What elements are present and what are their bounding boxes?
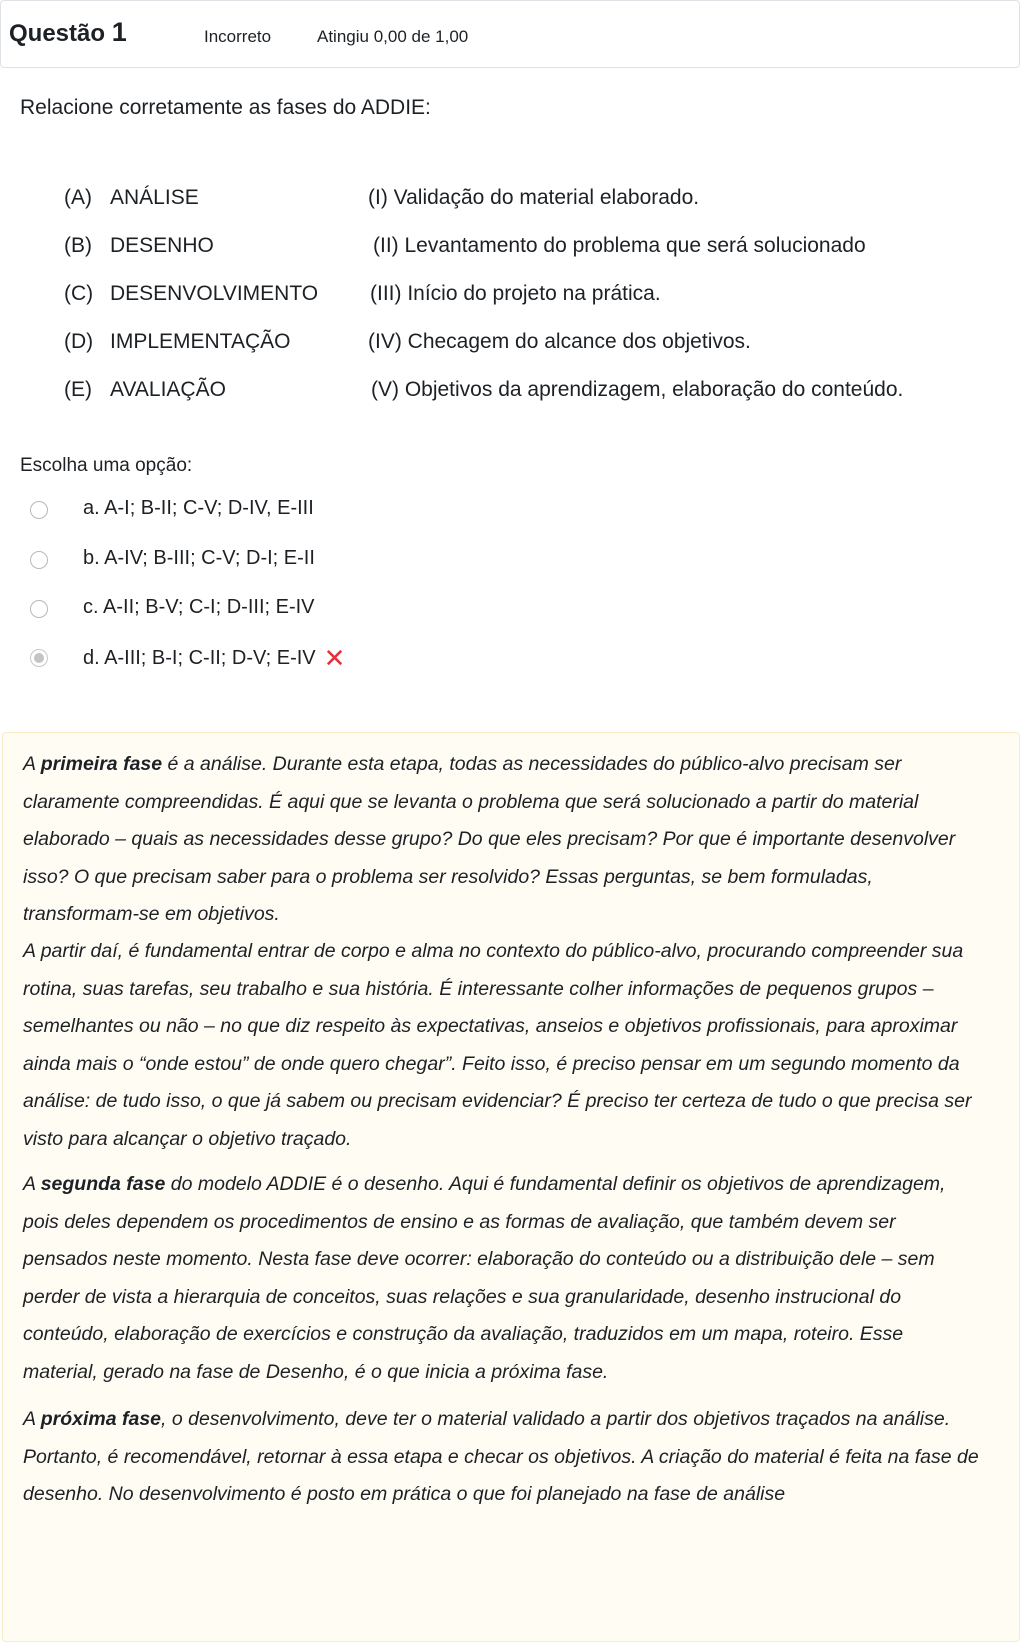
phase-item bbox=[64, 378, 226, 402]
radio-button[interactable] bbox=[30, 600, 48, 618]
phase-letter: (A) bbox=[64, 186, 92, 209]
phase-letter: (C) bbox=[64, 282, 94, 305]
phase-name: ANÁLISE bbox=[110, 186, 199, 209]
question-state: Incorreto bbox=[204, 27, 272, 46]
answer-option-b[interactable] bbox=[28, 547, 528, 577]
general-feedback bbox=[2, 732, 1020, 1642]
phase-item bbox=[64, 186, 199, 210]
question-number: 1 bbox=[111, 17, 127, 47]
phase-name: AVALIAÇÃO bbox=[110, 378, 226, 401]
incorrect-x-icon: ✕ bbox=[323, 643, 346, 673]
phase-letter: (B) bbox=[64, 234, 92, 257]
radio-button[interactable] bbox=[30, 501, 48, 519]
feedback-paragraph: A primeira fase é a análise. Durante esta etapa, todas as necessidades do público-alvo precisam ser claramente compreendidas. É aqui que se levanta o problema que será solucionado a partir do material elaborado – quais as necessidades desse grupo? Do que eles precisam? Por que é importante desenvolver isso? O que precisam saber para o problema ser resolvido? Essas perguntas, se bem formuladas, transformam-se em objetivos. bbox=[23, 753, 956, 925]
option-label[interactable]: d. A-III; B-I; C-II; D-V; E-IV bbox=[83, 647, 316, 669]
phase-item bbox=[64, 282, 318, 306]
feedback-emphasis: primeira fase bbox=[40, 753, 163, 775]
option-label[interactable]: b. A-IV; B-III; C-V; D-I; E-II bbox=[83, 547, 315, 569]
description-item: (II) Levantamento do problema que será solucionado bbox=[373, 234, 866, 257]
description-item: (I) Validação do material elaborado. bbox=[368, 186, 700, 209]
phase-letter: (D) bbox=[64, 330, 94, 353]
phase-name: IMPLEMENTAÇÃO bbox=[110, 330, 291, 353]
question-info-header bbox=[0, 0, 1020, 68]
answer-option-c[interactable] bbox=[28, 596, 528, 626]
radio-button-selected[interactable] bbox=[30, 649, 48, 667]
choose-option-label: Escolha uma opção: bbox=[20, 455, 193, 476]
description-item: (III) Início do projeto na prática. bbox=[370, 282, 661, 305]
question-grade: Atingiu 0,00 de 1,00 bbox=[317, 27, 469, 46]
feedback-paragraph: A partir daí, é fundamental entrar de corpo e alma no contexto do público-alvo, procurando compreender sua rotina, suas tarefas, seu trabalho e sua história. É interessante colher informações de pequenos grupos – semelhantes ou não – no que diz respeito às expectativas, anseios e objetivos profissionais, para aproximar ainda mais o “onde estou” de onde quero chegar”. Feito isso, é preciso pensar em um segundo momento da análise: de tudo isso, o que já sabem ou precisam evidenciar? É preciso ter certeza de tudo o que precisa ser visto para alcançar o objetivo traçado. bbox=[23, 940, 972, 1150]
feedback-emphasis: próxima fase bbox=[40, 1408, 162, 1430]
answer-option-a[interactable] bbox=[28, 497, 528, 527]
feedback-emphasis: segunda fase bbox=[40, 1173, 166, 1195]
option-label-wrapper[interactable] bbox=[83, 643, 346, 673]
phase-name: DESENHO bbox=[110, 234, 214, 257]
question-label: Questão bbox=[9, 20, 106, 47]
phase-letter: (E) bbox=[64, 378, 92, 401]
option-label[interactable]: a. A-I; B-II; C-V; D-IV, E-III bbox=[83, 497, 314, 519]
question-prompt: Relacione corretamente as fases do ADDIE: bbox=[20, 96, 431, 119]
radio-button[interactable] bbox=[30, 551, 48, 569]
question-title bbox=[9, 17, 127, 48]
phase-item bbox=[64, 330, 290, 354]
feedback-paragraph: A segunda fase do modelo ADDIE é o desenho. Aqui é fundamental definir os objetivos de aprendizagem, pois deles dependem os procedimentos de ensino e as formas de avaliação, que também devem ser pensados neste momento. Nesta fase deve ocorrer: elaboração do conteúdo ou a distribuição dele – sem perder de vista a hierarquia de conceitos, suas relações e sua granularidade, desenho instrucional do conteúdo, elaboração de exercícios e construção da avaliação, traduzidos em um mapa, roteiro. Esse material, gerado na fase de Desenho, é o que inicia a próxima fase. bbox=[23, 1173, 946, 1383]
phase-name: DESENVOLVIMENTO bbox=[110, 282, 319, 305]
option-label[interactable]: c. A-II; B-V; C-I; D-III; E-IV bbox=[83, 596, 315, 618]
phase-item bbox=[64, 234, 214, 258]
answer-option-d[interactable] bbox=[28, 645, 528, 675]
feedback-paragraph: A próxima fase, o desenvolvimento, deve ter o material validado a partir dos objetivos traçados na análise. Portanto, é recomendável, retornar à essa etapa e checar os objetivos. A criação do material é feita na fase de desenho. No desenvolvimento é posto em prática o que foi planejado na fase de análise bbox=[23, 1408, 979, 1505]
description-item: (V) Objetivos da aprendizagem, elaboração do conteúdo. bbox=[371, 378, 904, 401]
description-item: (IV) Checagem do alcance dos objetivos. bbox=[368, 330, 751, 353]
